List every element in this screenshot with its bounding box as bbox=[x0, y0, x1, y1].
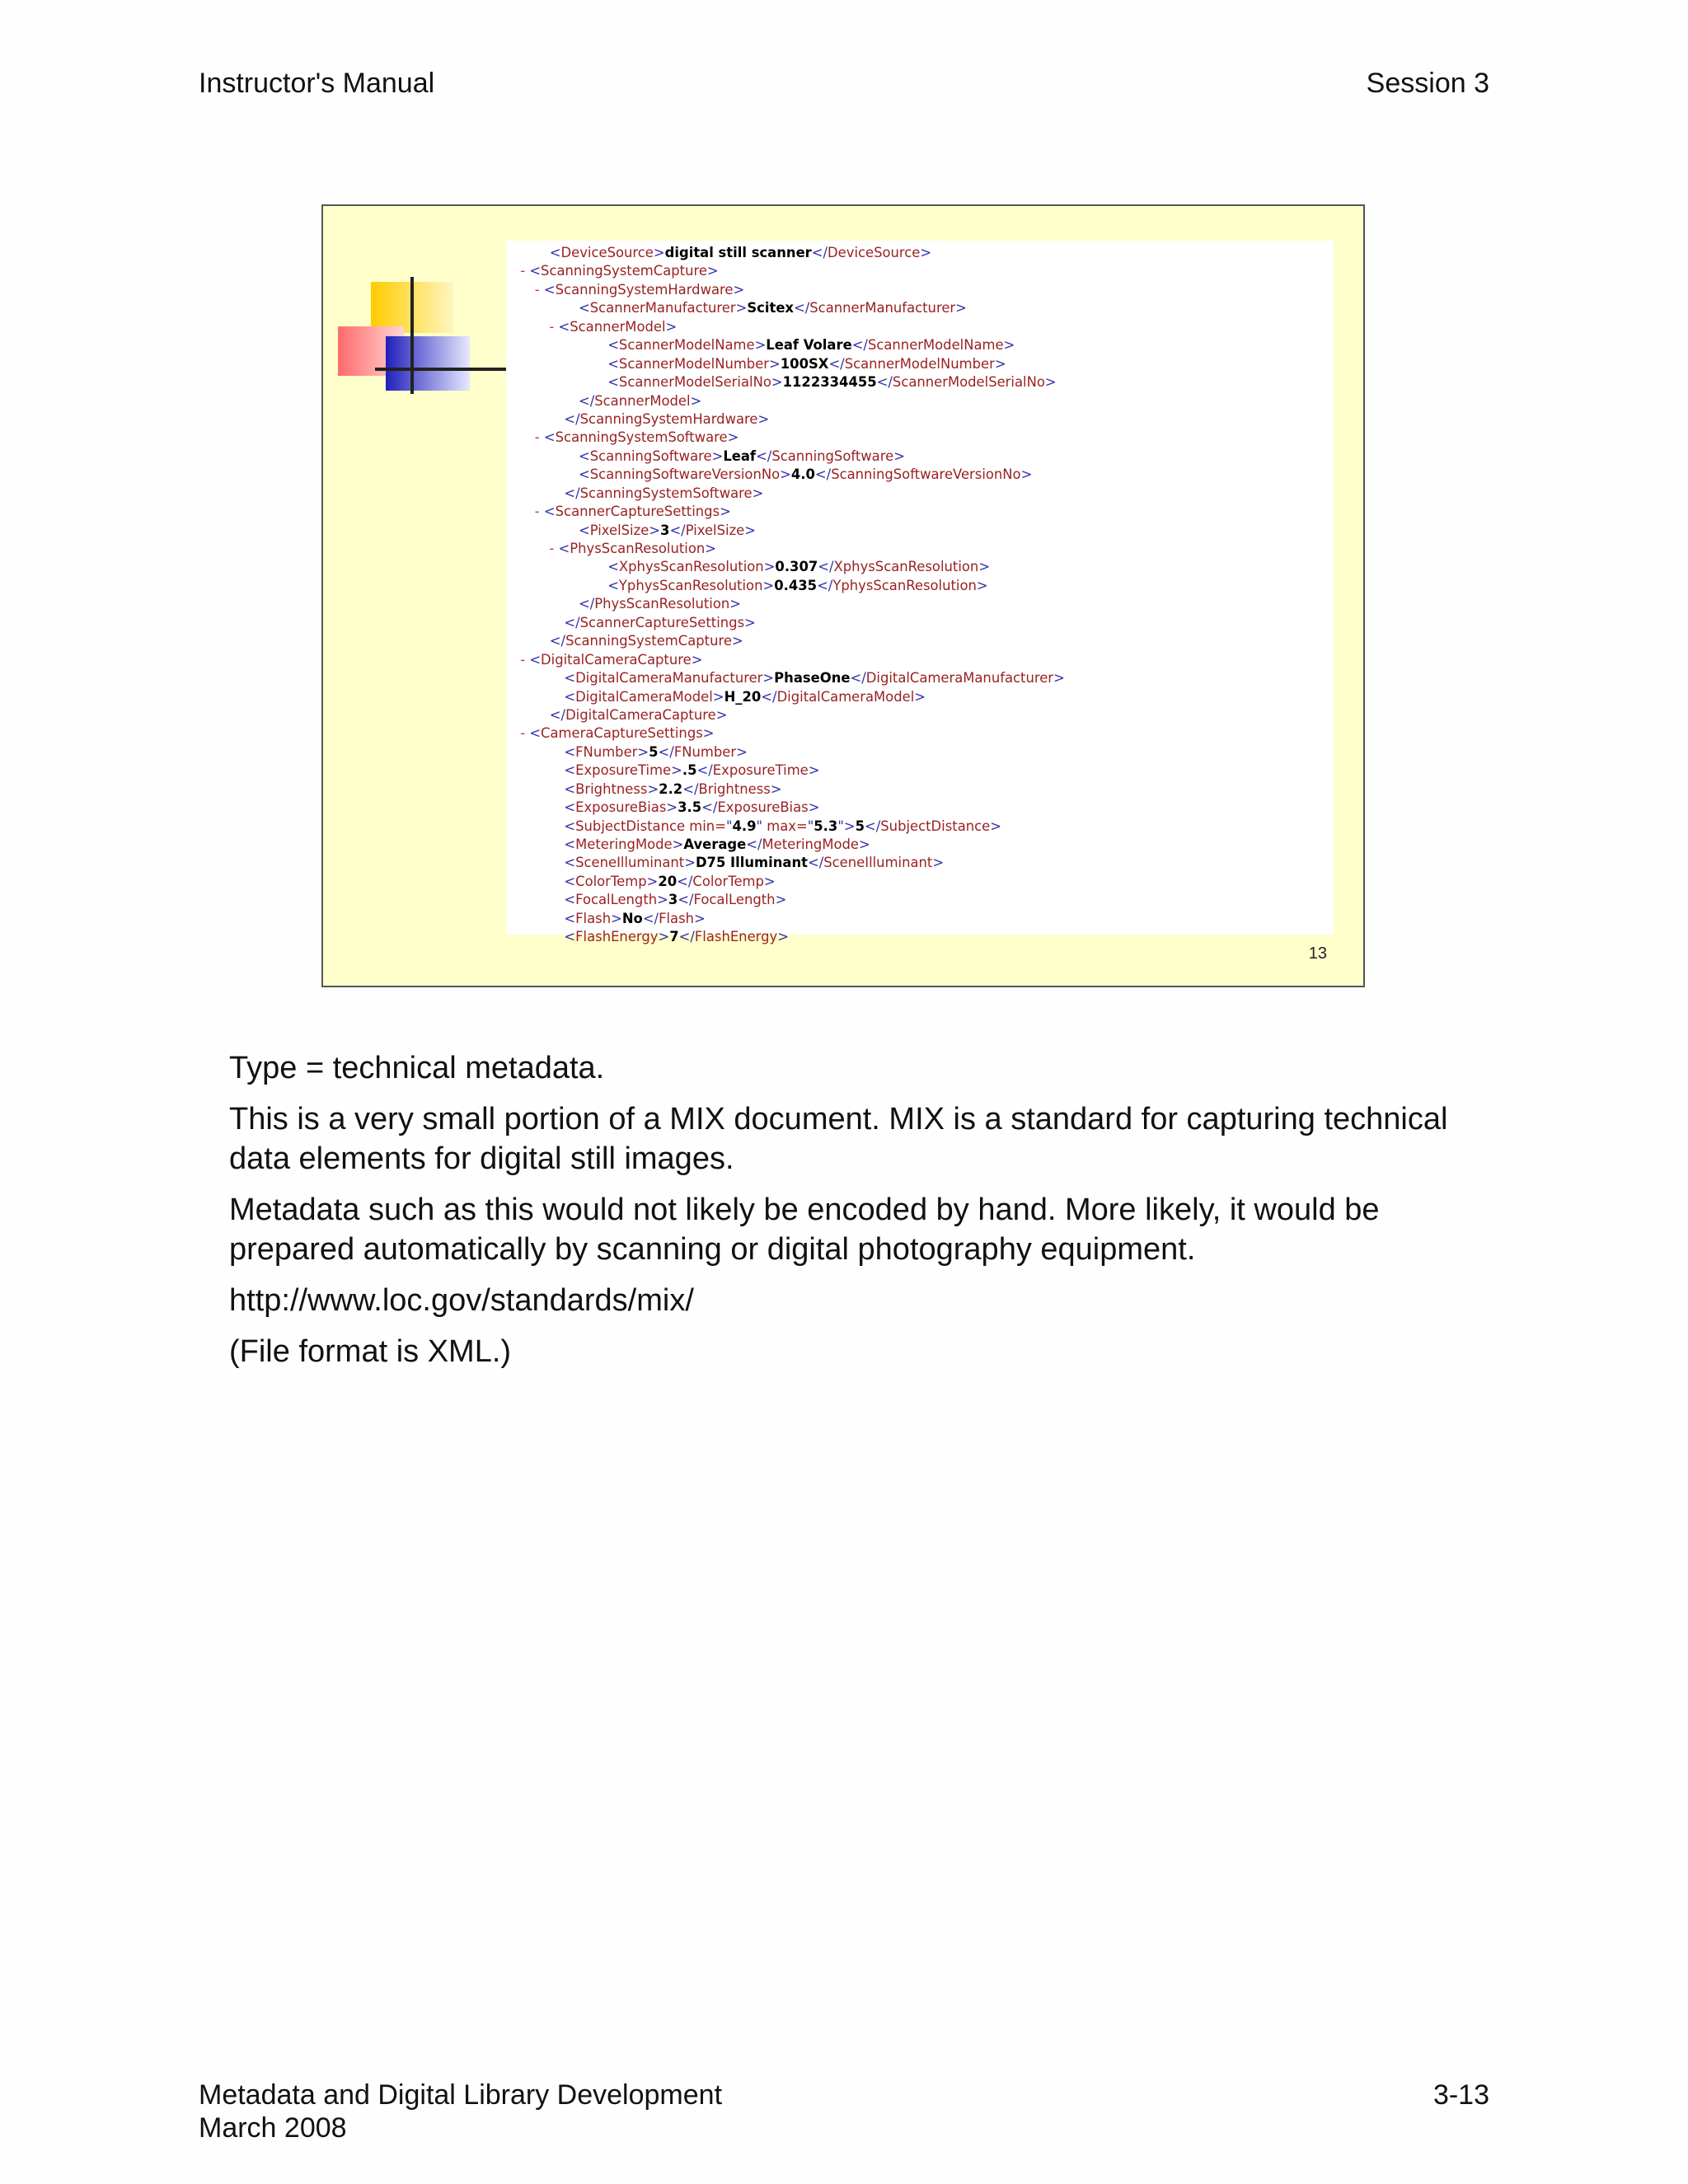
xml-line: <PixelSize>3</PixelSize> bbox=[579, 522, 756, 538]
footer-date: March 2008 bbox=[199, 2112, 347, 2144]
xml-line: <FlashEnergy>7</FlashEnergy> bbox=[564, 929, 789, 945]
xml-line: <Flash>No</Flash> bbox=[564, 910, 706, 926]
note-paragraph: http://www.loc.gov/standards/mix/ bbox=[229, 1283, 694, 1318]
note-paragraph: This is a very small portion of a MIX document. MIX is a standard for capturing technical data elements for digital still images. bbox=[229, 1102, 1448, 1176]
xml-line: </ScanningSystemHardware> bbox=[564, 410, 770, 427]
speaker-notes bbox=[229, 1048, 1482, 1383]
xml-line: </PhysScanResolution> bbox=[579, 596, 742, 612]
xml-line: - <ScanningSystemCapture> bbox=[520, 263, 719, 279]
xml-line: <DigitalCameraModel>H_20</DigitalCameraModel> bbox=[564, 688, 926, 705]
xml-line: <XphysScanResolution>0.307</XphysScanResolution> bbox=[607, 559, 991, 575]
xml-line: <ScannerModelSerialNo>1122334455</ScannerModelSerialNo> bbox=[607, 374, 1057, 391]
xml-line: <MeteringMode>Average</MeteringMode> bbox=[564, 837, 870, 852]
xml-line: <DeviceSource>digital still scanner</DeviceSource> bbox=[549, 245, 932, 260]
xml-line: <ScannerModelName>Leaf Volare</ScannerModelName> bbox=[607, 337, 1015, 354]
footer-left bbox=[199, 2079, 722, 2144]
xml-line: <ScannerManufacturer>Scitex</ScannerManufacturer> bbox=[579, 300, 967, 316]
footer-course-title: Metadata and Digital Library Development bbox=[199, 2079, 723, 2111]
xml-line: - <CameraCaptureSettings> bbox=[520, 725, 715, 742]
xml-line: </ScannerModel> bbox=[579, 392, 702, 409]
note-paragraph: Metadata such as this would not likely be encoded by hand. More likely, it would be prepared automatically by scanning or digital photography equipment. bbox=[229, 1193, 1380, 1267]
xml-line: - <ScanningSystemSoftware> bbox=[534, 429, 739, 446]
xml-line: <SubjectDistance min="4.9" max="5.3">5</SubjectDistance> bbox=[564, 818, 1001, 834]
header-title: Instructor's Manual bbox=[199, 68, 435, 99]
xml-line: <ExposureBias>3.5</ExposureBias> bbox=[564, 799, 820, 816]
xml-line: <DigitalCameraManufacturer>PhaseOne</DigitalCameraManufacturer> bbox=[564, 670, 1065, 687]
xml-code bbox=[506, 244, 1065, 947]
xml-line: <ScanningSoftware>Leaf</ScanningSoftware> bbox=[579, 448, 905, 464]
note-paragraph: (File format is XML.) bbox=[229, 1334, 512, 1369]
xml-line: </ScanningSystemSoftware> bbox=[564, 485, 764, 501]
xml-line: - <DigitalCameraCapture> bbox=[520, 651, 703, 668]
note-paragraph: Type = technical metadata. bbox=[229, 1051, 605, 1085]
footer-page-number: 3-13 bbox=[1432, 2079, 1489, 2111]
xml-line: <FocalLength>3</FocalLength> bbox=[564, 892, 787, 908]
xml-line: <ExposureTime>.5</ExposureTime> bbox=[564, 762, 820, 779]
xml-code-panel bbox=[506, 241, 1334, 945]
xml-line: <ScannerModelNumber>100SX</ScannerModelNumber> bbox=[607, 355, 1006, 372]
xml-line: </DigitalCameraCapture> bbox=[549, 706, 728, 723]
xml-line: - <ScannerCaptureSettings> bbox=[534, 504, 731, 520]
xml-line: <ScanningSoftwareVersionNo>4.0</ScanningSoftwareVersionNo> bbox=[579, 466, 1033, 483]
xml-line: </ScanningSystemCapture> bbox=[549, 633, 743, 649]
xml-line: <Brightness>2.2</Brightness> bbox=[564, 780, 782, 797]
slide-number: 13 bbox=[1308, 944, 1327, 963]
header-session: Session 3 bbox=[1366, 68, 1489, 99]
slide bbox=[321, 204, 1365, 987]
xml-line: - <PhysScanResolution> bbox=[549, 541, 716, 556]
slide-logo-graphic bbox=[338, 282, 511, 405]
xml-line: - <ScannerModel> bbox=[549, 318, 678, 335]
xml-line: <FNumber>5</FNumber> bbox=[564, 743, 748, 760]
xml-line: <ColorTemp>20</ColorTemp> bbox=[564, 873, 776, 889]
xml-line: - <ScanningSystemHardware> bbox=[534, 281, 745, 298]
xml-line: </ScannerCaptureSettings> bbox=[564, 614, 756, 630]
xml-line: <YphysScanResolution>0.435</YphysScanResolution> bbox=[607, 577, 988, 593]
xml-line: <SceneIlluminant>D75 Illuminant</SceneIlluminant> bbox=[564, 855, 945, 871]
